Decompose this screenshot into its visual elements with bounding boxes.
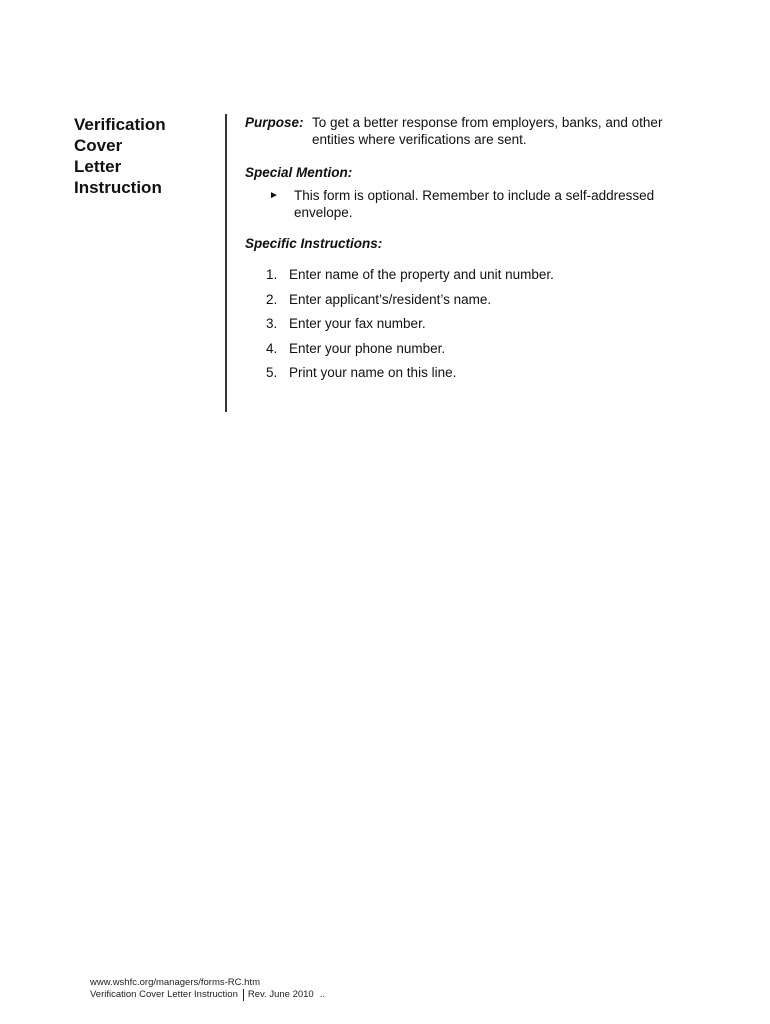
item-number: 5. xyxy=(266,365,278,380)
instructions-list xyxy=(245,266,715,389)
page-title xyxy=(74,114,214,198)
specific-instructions-heading: Specific Instructions: xyxy=(245,236,383,251)
item-text: Print your name on this line. xyxy=(289,365,457,380)
special-mention-heading: Special Mention: xyxy=(245,165,353,180)
title-line: Instruction xyxy=(74,178,162,197)
title-line: Letter xyxy=(74,157,122,176)
footer-url: www.wshfc.org/managers/forms-RC.htm xyxy=(90,977,260,988)
footer-trailing-mark: .. xyxy=(319,989,325,1000)
purpose-label: Purpose: xyxy=(245,115,304,130)
item-text: Enter your phone number. xyxy=(289,340,446,356)
item-number: 4. xyxy=(266,340,278,356)
item-number: 1. xyxy=(266,267,278,282)
list-item xyxy=(266,315,715,340)
instruction-content xyxy=(245,114,715,389)
bullet-arrow-icon: ► xyxy=(269,190,279,201)
footer-separator xyxy=(243,989,244,1001)
item-number: 3. xyxy=(266,316,278,331)
title-line: Cover xyxy=(74,136,123,155)
title-line: Verification xyxy=(74,115,166,134)
list-item xyxy=(266,364,715,389)
special-mention-item xyxy=(245,187,715,221)
item-text: Enter name of the property and unit number. xyxy=(289,267,554,282)
footer-doc-name: Verification Cover Letter Instruction xyxy=(90,989,238,1000)
list-item xyxy=(266,291,715,316)
special-mention-text: This form is optional. Remember to include a self-addressed envelope. xyxy=(294,188,655,220)
purpose-section xyxy=(245,114,715,148)
list-item xyxy=(266,266,715,291)
item-text: Enter applicant’s/resident’s name. xyxy=(289,291,492,307)
footer-revision: Rev. June 2010 xyxy=(247,989,314,1000)
list-item xyxy=(266,340,715,365)
vertical-divider xyxy=(225,114,227,412)
page-footer xyxy=(90,977,325,1001)
footer-doc-info xyxy=(90,989,325,1001)
item-text: Enter your fax number. xyxy=(289,316,426,331)
item-number: 2. xyxy=(266,291,278,307)
purpose-text: To get a better response from employers, banks, and other entities where verifications are sent. xyxy=(312,115,663,147)
